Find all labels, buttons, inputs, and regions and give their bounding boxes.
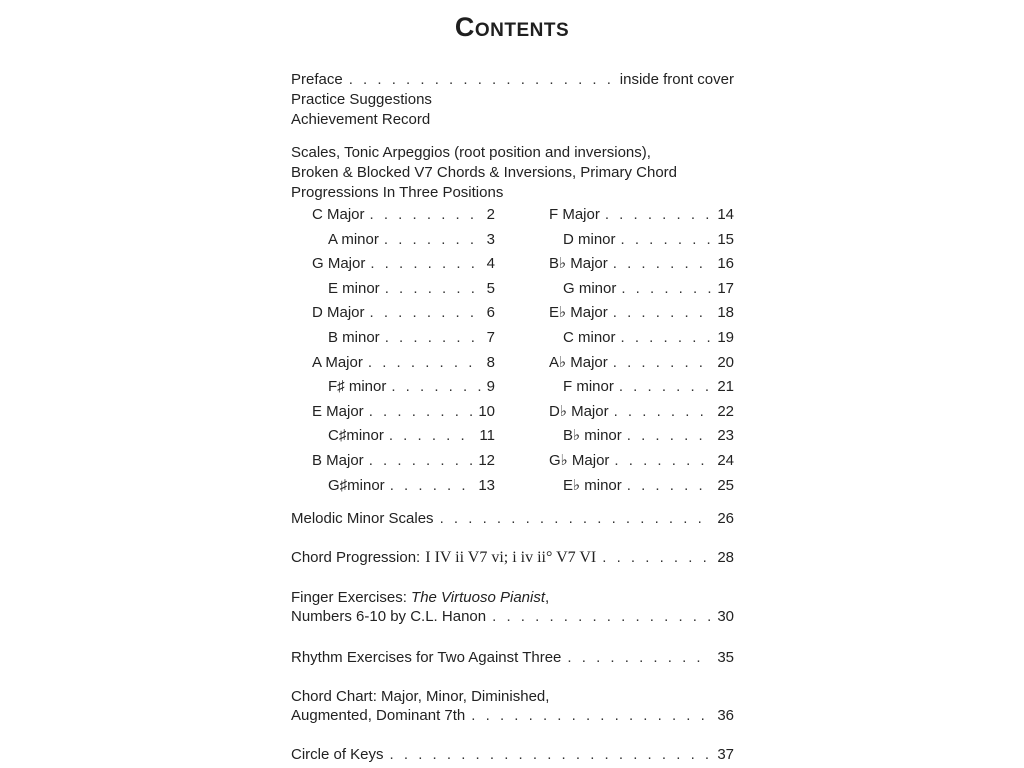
key-page: 15 — [717, 230, 734, 248]
key-label: E Major — [312, 402, 364, 420]
key-entry — [549, 451, 734, 471]
key-label: B Major — [312, 452, 364, 469]
key-page: 23 — [717, 427, 734, 445]
key-page: 22 — [717, 402, 734, 420]
key-label: B minor — [328, 329, 380, 346]
key-page: 14 — [717, 206, 734, 223]
key-label: C♯minor — [328, 427, 384, 445]
key-entry — [312, 254, 495, 274]
book-title: The Virtuoso Pianist — [411, 589, 546, 606]
toc-page: 26 — [717, 510, 734, 527]
leader-dots — [390, 476, 474, 496]
toc-entry-achievement: Achievement Record — [291, 111, 431, 128]
key-entry — [328, 230, 495, 250]
key-page: 20 — [717, 353, 734, 371]
leader-dots — [349, 70, 614, 90]
key-entry — [549, 205, 734, 225]
toc-page: inside front cover — [619, 71, 734, 88]
leader-dots — [602, 548, 711, 568]
key-page: 21 — [717, 378, 734, 396]
key-label: G Major — [312, 255, 366, 273]
toc-label: Augmented, Dominant 7th — [291, 707, 466, 724]
key-page: 7 — [486, 329, 495, 346]
key-label: F minor — [563, 378, 614, 396]
leader-dots — [384, 230, 482, 250]
leader-dots — [567, 648, 711, 668]
key-entry — [549, 402, 734, 422]
key-label: A Major — [312, 353, 363, 371]
leader-dots — [368, 353, 482, 373]
toc-entry-finger-line-1 — [291, 588, 549, 608]
key-label: C Major — [312, 206, 365, 223]
leader-dots — [619, 377, 712, 397]
key-page: 2 — [486, 206, 495, 223]
leader-dots — [369, 402, 474, 422]
toc-label: Preface — [291, 71, 343, 88]
scales-heading-line-1: Scales, Tonic Arpeggios (root position and inversions), — [291, 144, 651, 161]
key-entry — [563, 230, 734, 250]
key-page: 12 — [478, 452, 495, 469]
key-label: G♯minor — [328, 476, 385, 494]
toc-entry-chord-chart-line-2 — [291, 706, 734, 726]
key-entry — [563, 377, 734, 397]
key-entry — [563, 279, 734, 299]
leader-dots — [389, 426, 475, 446]
key-entry — [312, 303, 495, 323]
leader-dots — [614, 402, 713, 422]
toc-label: Numbers 6-10 by C.L. Hanon — [291, 608, 487, 625]
key-page: 24 — [717, 452, 734, 469]
key-label: F♯ minor — [328, 378, 387, 396]
key-entry — [312, 451, 495, 471]
toc-entry-melodic — [291, 509, 734, 529]
leader-dots — [370, 205, 482, 225]
leader-dots — [613, 303, 713, 323]
leader-dots — [385, 279, 482, 299]
toc-label: Rhythm Exercises for Two Against Three — [291, 649, 562, 666]
key-page: 9 — [486, 378, 495, 396]
key-page: 18 — [717, 304, 734, 322]
leader-dots — [627, 426, 713, 446]
key-entry — [312, 402, 495, 422]
key-entry — [328, 476, 495, 496]
leader-dots — [621, 279, 712, 299]
leader-dots — [621, 328, 713, 348]
key-page: 16 — [717, 255, 734, 273]
key-label: D Major — [312, 304, 365, 322]
toc-entry-practice: Practice Suggestions — [291, 91, 432, 108]
toc-page: 36 — [717, 707, 734, 724]
toc-entry-preface — [291, 70, 734, 90]
leader-dots — [605, 205, 712, 225]
key-entry — [312, 353, 495, 373]
key-entry — [312, 205, 495, 225]
leader-dots — [390, 745, 712, 765]
key-page: 25 — [717, 476, 734, 494]
leader-dots — [613, 254, 713, 274]
toc-label: Chord Progression: — [291, 549, 421, 566]
key-entry — [549, 353, 734, 373]
toc-page: 35 — [717, 649, 734, 666]
toc-entry-chord-progression — [291, 548, 734, 568]
key-page: 6 — [486, 304, 495, 322]
roman-numerals: I IV ii V7 vi; i iv ii° V7 VI — [425, 549, 597, 566]
toc-entry-rhythm — [291, 648, 734, 668]
toc-page: 37 — [717, 746, 734, 763]
key-label: D minor — [563, 230, 616, 248]
key-label: G♭ Major — [549, 452, 610, 469]
leader-dots — [391, 377, 481, 397]
key-label: B♭ Major — [549, 255, 608, 273]
scales-heading-line-2: Broken & Blocked V7 Chords & Inversions, Primary Chord — [291, 164, 677, 181]
key-entry — [328, 377, 495, 397]
key-entry — [563, 476, 734, 496]
key-label: A♭ Major — [549, 353, 608, 371]
key-page: 8 — [486, 353, 495, 371]
key-label: C minor — [563, 329, 616, 346]
key-page: 10 — [478, 402, 495, 420]
key-label: E♭ Major — [549, 304, 608, 322]
toc-label: Circle of Keys — [291, 746, 384, 763]
leader-dots — [369, 451, 474, 471]
toc-page: 28 — [717, 549, 734, 566]
key-page: 17 — [717, 279, 734, 297]
leader-dots — [492, 607, 711, 627]
toc-entry-chord-chart-line-1: Chord Chart: Major, Minor, Diminished, — [291, 688, 550, 705]
key-page: 4 — [486, 255, 495, 273]
key-label: E♭ minor — [563, 476, 622, 494]
table-of-contents — [291, 0, 734, 768]
scales-heading-line-3: Progressions In Three Positions — [291, 184, 504, 201]
key-entry — [563, 328, 734, 348]
key-entry — [328, 426, 495, 446]
comma: , — [545, 589, 550, 606]
leader-dots — [471, 706, 711, 726]
leader-dots — [613, 353, 713, 373]
toc-label: Finger Exercises: — [291, 589, 407, 606]
leader-dots — [370, 303, 482, 323]
leader-dots — [621, 230, 713, 250]
toc-entry-circle — [291, 745, 734, 765]
key-label: B♭ minor — [563, 427, 622, 445]
key-label: G minor — [563, 279, 617, 297]
key-entry — [328, 279, 495, 299]
key-page: 3 — [486, 230, 495, 248]
leader-dots — [440, 509, 712, 529]
leader-dots — [627, 476, 713, 496]
key-page: 11 — [479, 427, 495, 445]
key-label: A minor — [328, 230, 379, 248]
key-label: E minor — [328, 279, 380, 297]
key-page: 5 — [486, 279, 495, 297]
toc-page: 30 — [717, 608, 734, 625]
key-label: F Major — [549, 206, 600, 223]
key-entry — [563, 426, 734, 446]
leader-dots — [370, 254, 481, 274]
key-page: 19 — [717, 329, 734, 346]
key-entry — [549, 254, 734, 274]
leader-dots — [614, 451, 712, 471]
toc-entry-finger-line-2 — [291, 607, 734, 627]
toc-label: Melodic Minor Scales — [291, 510, 434, 527]
key-entry — [328, 328, 495, 348]
page-title: Contents — [454, 12, 570, 42]
leader-dots — [385, 328, 482, 348]
key-entry — [549, 303, 734, 323]
key-label: D♭ Major — [549, 402, 609, 420]
key-page: 13 — [478, 476, 495, 494]
